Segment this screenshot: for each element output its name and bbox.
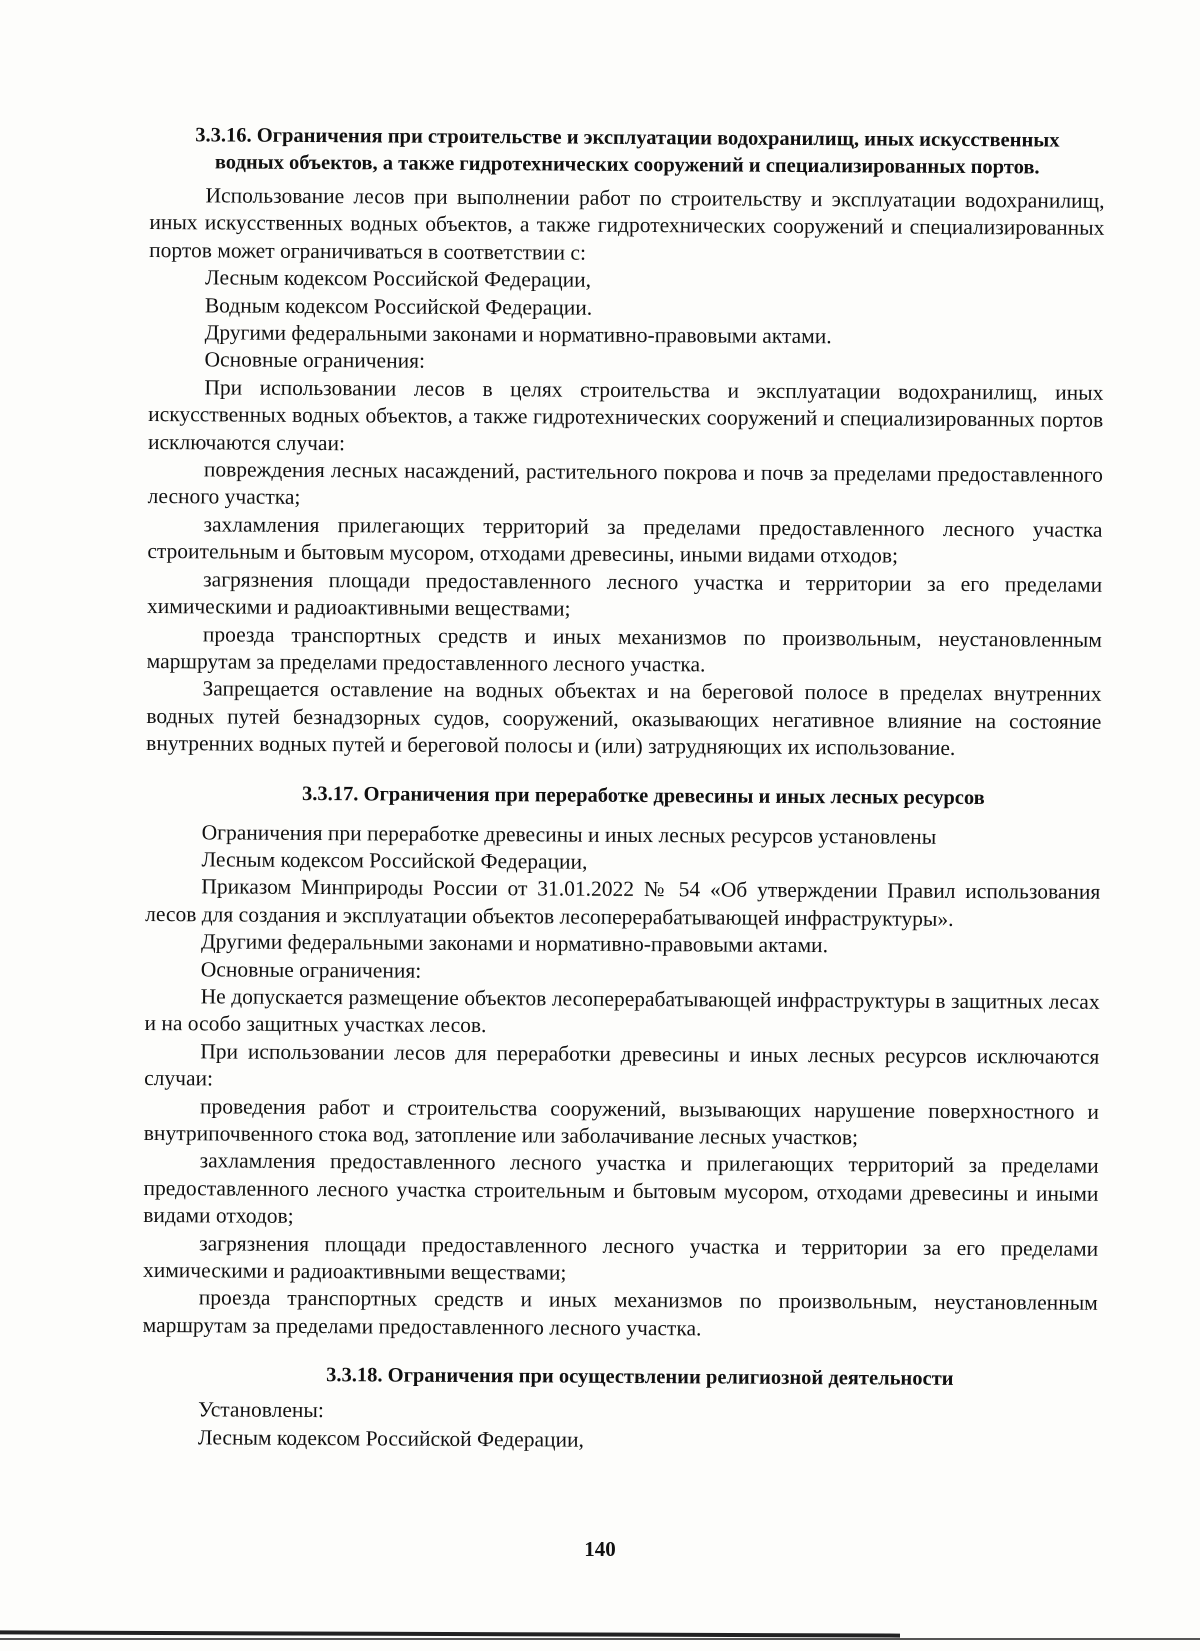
list-item: проезда транспортных средств и иных механизмов по произвольным, неустановленным маршрутам за пределами предоставленного лесного участка. <box>146 621 1102 677</box>
section-heading-3-3-18: 3.3.18. Ограничения при осуществлении религиозной деятельности <box>326 1364 954 1391</box>
page-content <box>142 122 1105 1457</box>
list-item: загрязнения площади предоставленного лесного участка и территории за его пределами химическими и радиоактивными веществами; <box>142 1230 1099 1285</box>
scan-edge-line <box>0 1638 1200 1640</box>
page-number: 140 <box>584 1537 616 1561</box>
scan-edge-line <box>0 1630 900 1637</box>
list-item: проведения работ и строительства сооружений, вызывающих нарушение поверхностного и внутрипочвенного стока вод, затопление или заболачивание лесных участков; <box>143 1093 1100 1150</box>
paragraph: Лесным кодексом Российской Федерации, <box>197 1424 585 1452</box>
paragraph: Приказом Минприроды России от 31.01.2022 № 54 «Об утверждении Правил использования лесов для создания и эксплуатации объектов лесоперерабатывающей инфраструктуры». <box>145 874 1101 931</box>
list-item: захламления предоставленного лесного участка и прилегающих территорий за пределами предоставленного лесного участка строительным и бытовым мусором, отходами древесины и иными видами отходов; <box>143 1148 1099 1229</box>
paragraph: Запрещается оставление на водных объектах и на береговой полосе в пределах внутренних водных путей безнадзорных судов, сооружений, оказывающих негативное влияние на состояние внутренних водных путей и береговой полосы и (или) затрудняющих их использование. <box>146 676 1102 761</box>
paragraph: При использовании лесов для переработки древесины и иных лесных ресурсов исключаются случаи: <box>144 1039 1100 1091</box>
list-item: повреждения лесных насаждений, растительного покрова и почв за пределами предоставленного лесного участка; <box>147 457 1103 510</box>
list-item: загрязнения площади предоставленного лесного участка и территории за его пределами химическими и радиоактивными веществами; <box>146 567 1103 621</box>
paragraph: Другими федеральными законами и нормативно-правовыми актами. <box>200 929 829 958</box>
paragraph: Лесным кодексом Российской Федерации, <box>204 265 592 292</box>
paragraph: Лесным кодексом Российской Федерации, <box>201 847 588 874</box>
paragraph: Использование лесов при выполнении работ по строительству и эксплуатации водохранилищ, иных искусственных водных объектов, а также гидротехнических сооружений и специализированных портов может ограничиваться в соответствии с: <box>149 183 1105 265</box>
list-item: проезда транспортных средств и иных механизмов по произвольным, неустановленным маршрутам за пределами предоставленного лесного участка. <box>142 1285 1098 1341</box>
paragraph: Ограничения при переработке древесины и иных лесных ресурсов установлены <box>201 819 937 849</box>
paragraph: При использовании лесов в целях строительства и эксплуатации водохранилищ, иных искусственных водных объектов, а также гидротехнических сооружений и специализированных портов исключаются случаи: <box>147 375 1104 455</box>
paragraph: Водным кодексом Российской Федерации. <box>204 292 593 320</box>
paragraph: Установлены: <box>198 1397 324 1423</box>
paragraph: Основные ограничения: <box>200 956 422 983</box>
paragraph: Основные ограничения: <box>204 347 426 374</box>
paragraph: Не допускается размещение объектов лесоперерабатывающей инфраструктуры в защитных лесах и на особо защитных участках лесов. <box>144 984 1100 1038</box>
section-heading-3-3-16: 3.3.16. Ограничения при строительстве и эксплуатации водохранилищ, иных искусственных водных объектов, а также гидротехнических сооружений и специализированных портов. <box>195 124 1060 179</box>
list-item: захламления прилегающих территорий за пределами предоставленного лесного участка строительным и бытовым мусором, отходами древесины, иными видами отходов; <box>147 512 1103 568</box>
paragraph: Другими федеральными законами и нормативно-правовыми актами. <box>204 320 832 349</box>
section-heading-3-3-17: 3.3.17. Ограничения при переработке древесины и иных лесных ресурсов <box>302 782 985 809</box>
